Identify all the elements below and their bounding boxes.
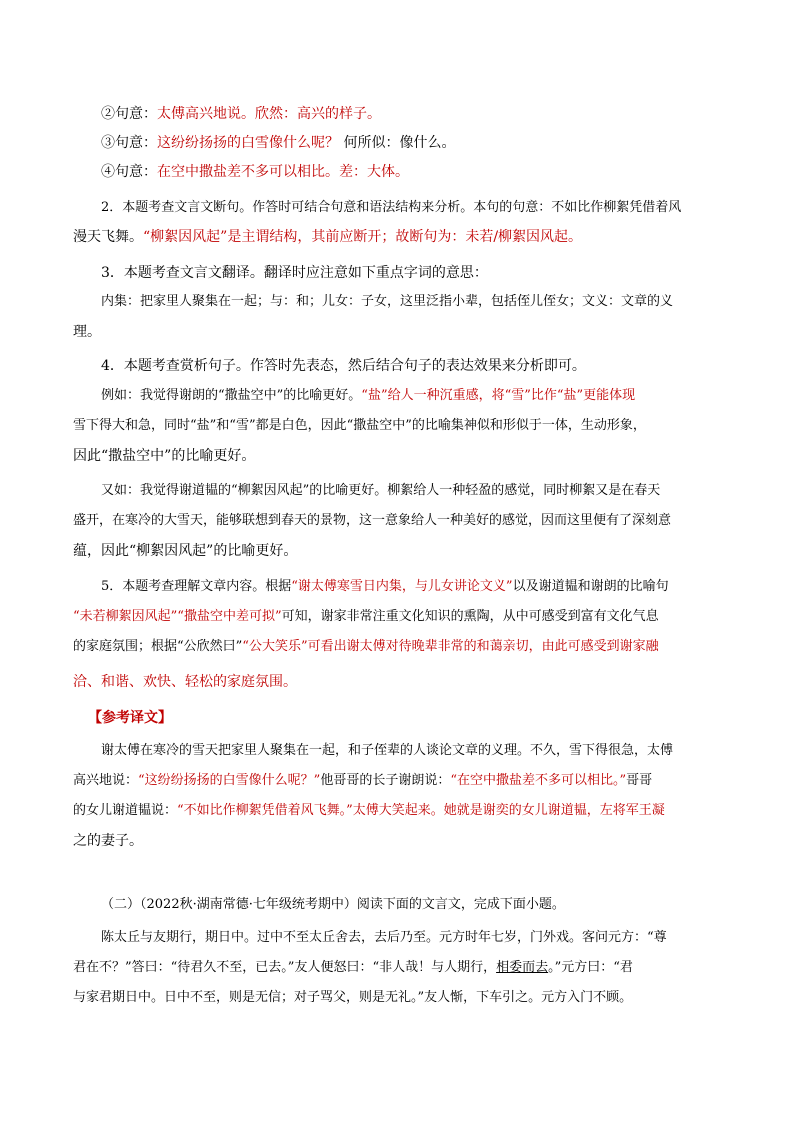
q5-line-1 — [101, 577, 669, 597]
q4-line-6: 盛开，在寒冷的大雪天，能够联想到春天的景物，这一意象给人一种美好的感觉，因而这里便有了深刻意 — [73, 513, 672, 528]
passage-text: 。”元方曰：“君 — [548, 960, 633, 975]
item-label: ③句意： — [101, 135, 157, 151]
q5-text: 以及谢道韫和谢朗的比喻句 — [512, 579, 669, 594]
q5-line-3 — [73, 637, 659, 657]
passage-text: 君在不？”答曰：“待君久不至，已去。”友人便怒曰：“非人哉！与人期行， — [73, 960, 497, 975]
translation-line-4: 之的妻子。 — [73, 833, 143, 849]
q4-line-7: 蕴，因此“柳絮因风起”的比喻更好。 — [73, 543, 298, 559]
q4-line-4: 因此“撒盐空中”的比喻更好。 — [73, 448, 256, 464]
section2-intro: （二）（2022秋·湖南常德·七年级统考期中）阅读下面的文言文，完成下面小题。 — [101, 897, 565, 912]
q5-red-text: “公大笑乐”可看出谢太傅对待晚辈非常的和蔼亲切，由此可感受到谢家融 — [242, 639, 659, 654]
q2-line-2 — [73, 227, 582, 247]
answer-item-3 — [101, 133, 455, 153]
passage-line-3: 与家君期日中。日中不至，则是无信；对子骂父，则是无礼。”友人惭，下车引之。元方入门不顾。 — [73, 990, 633, 1005]
q5-text: 5．本题考查理解文章内容。根据 — [101, 579, 292, 594]
q4-line-1: 4．本题考查赏析句子。作答时先表态，然后结合句子的表达效果来分析即可。 — [101, 358, 586, 374]
translation-red-text: “这纷纷扬扬的白雪像什么呢？” — [138, 773, 321, 788]
item-text: 何所似：像什么。 — [339, 135, 456, 151]
q5-line-4 — [73, 672, 297, 692]
q5-text: 可知，谢家非常注重文化知识的熏陶，从中可感受到富有文化气息 — [281, 609, 659, 624]
translation-text: 的女儿谢道韫说： — [73, 803, 178, 818]
q5-red-text: 洽、和谐、欢快、轻松的家庭氛围。 — [73, 674, 297, 690]
q5-text: 的家庭氛围；根据“公欣然曰” — [73, 639, 243, 654]
q4-text: 例如：我觉得谢朗的“撒盐空中”的比喻更好。 — [101, 388, 362, 403]
translation-text: 他哥哥的长子谢朗说： — [320, 773, 451, 788]
q2-text: 漫天飞舞。 — [73, 229, 143, 245]
translation-text: 哥哥 — [626, 773, 653, 788]
passage-underlined-phrase: 相委而去 — [496, 960, 549, 975]
q4-line-5: 又如：我觉得谢道韫的“柳絮因风起”的比喻更好。柳絮给人一种轻盈的感觉，同时柳絮又是在春天 — [101, 483, 661, 498]
q4-red-text: “盐”给人一种沉重感，将“雪”比作“盐”更能体现 — [361, 388, 636, 403]
translation-line-3 — [73, 801, 665, 821]
passage-line-2 — [73, 958, 633, 978]
q4-line-3: 雪下得大和急，同时“盐”和“雪”都是白色，因此“撒盐空中”的比喻集神似和形似于一体，生动形象， — [73, 418, 646, 433]
q3-line-1: 3．本题考查文言文翻译。翻译时应注意如下重点字词的意思： — [101, 265, 488, 281]
q5-line-2 — [73, 607, 659, 627]
translation-line-2 — [73, 771, 652, 791]
translation-line-1: 谢太傅在寒冷的雪天把家里人聚集在一起，和子侄辈的人谈论文章的义理。不久，雪下得很急，太傅 — [101, 743, 674, 758]
q3-line-3: 理。 — [73, 324, 101, 340]
q5-red-text: “谢太傅寒雪日内集，与儿女讲论文义” — [291, 579, 513, 594]
item-red-text: 太傅高兴地说。欣然：高兴的样子。 — [157, 106, 381, 122]
item-red-text: 这纷纷扬扬的白雪像什么呢？ — [157, 135, 339, 151]
q2-red-text: “柳絮因风起”是主谓结构，其前应断开；故断句为：未若/柳絮因风起。 — [143, 229, 583, 245]
item-label: ②句意： — [101, 106, 157, 122]
q2-line-1: 2．本题考查文言文断句。作答时可结合句意和语法结构来分析。本句的句意：不如比作柳絮凭借着风 — [101, 200, 682, 215]
passage-line-1: 陈太丘与友期行，期日中。过中不至太丘舍去，去后乃至。元方时年七岁，门外戏。客问元方：“尊 — [101, 930, 667, 945]
answer-item-2 — [101, 104, 381, 124]
answer-item-4 — [101, 162, 409, 182]
q4-line-2 — [101, 386, 635, 406]
q5-red-text: “未若柳絮因风起”“撒盐空中差可拟” — [73, 609, 282, 624]
q3-line-2: 内集：把家里人聚集在一起；与：和；儿女：子女，这里泛指小辈，包括侄儿侄女；文义：文章的义 — [101, 294, 674, 309]
reference-translation-heading: 【参考译文】 — [88, 710, 172, 726]
item-red-text: 在空中撒盐差不多可以相比。差：大体。 — [157, 164, 409, 180]
item-label: ④句意： — [101, 164, 157, 180]
translation-text: 高兴地说： — [73, 773, 139, 788]
translation-red-text: “不如比作柳絮凭借着风飞舞。”太傅大笑起来。她就是谢奕的女儿谢道韫，左将军王凝 — [177, 803, 665, 818]
translation-red-text: “在空中撒盐差不多可以相比。” — [450, 773, 627, 788]
